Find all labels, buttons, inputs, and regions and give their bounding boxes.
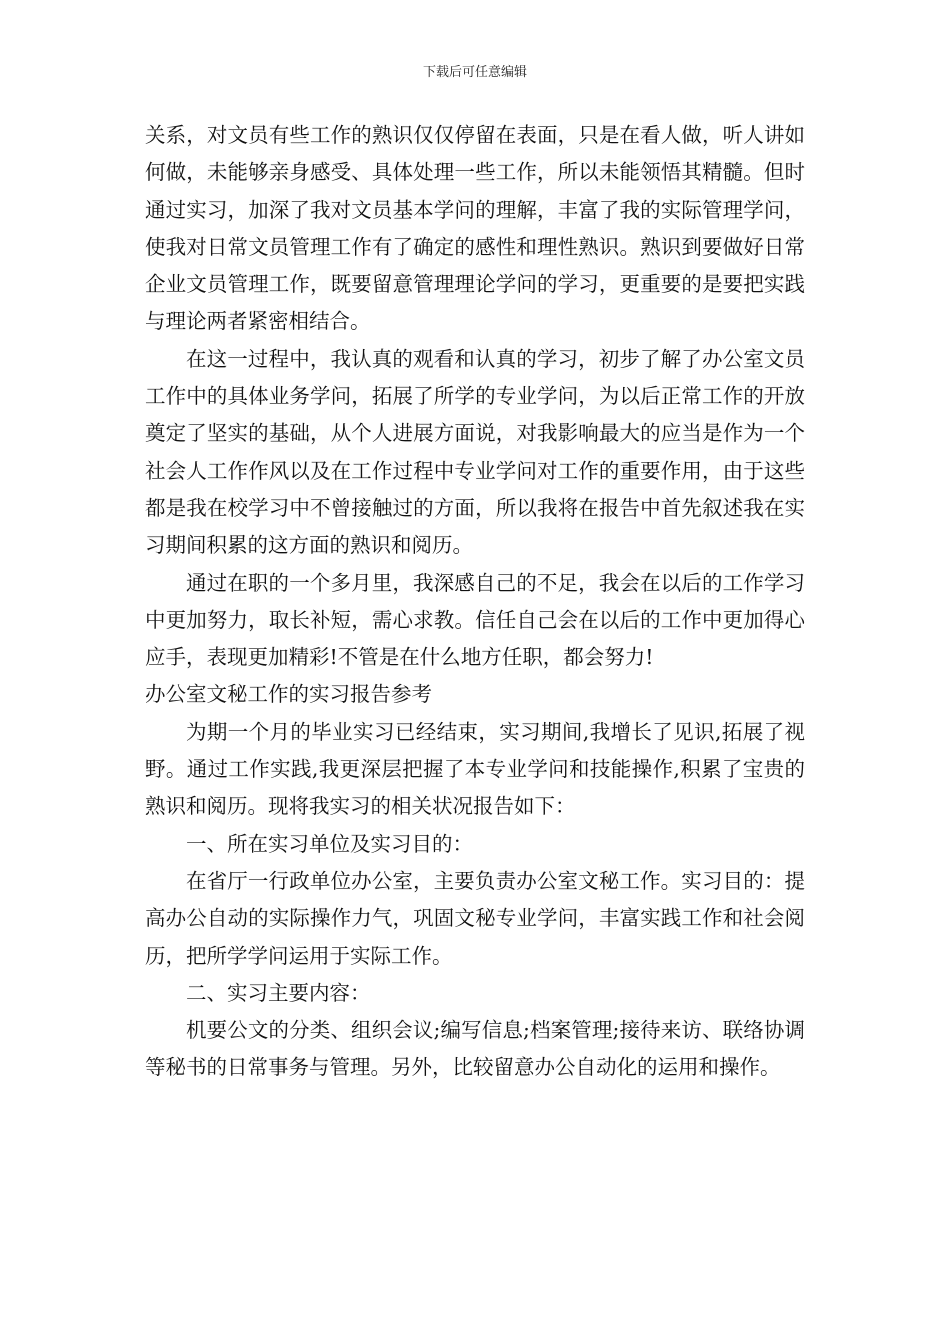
paragraph-intro: 为期一个月的毕业实习已经结束，实习期间,我增长了见识,拓展了视野。通过工作实践,我更深层把握了本专业学问和技能操作,积累了宝贵的熟识和阅历。现将我实习的相关状况报告如下：: [145, 719, 805, 819]
section-title: 办公室文秘工作的实习报告参考: [145, 682, 432, 707]
paragraph-process: 在这一过程中，我认真的观看和认真的学习，初步了解了办公室文员工作中的具体业务学问，拓展了所学的专业学问，为以后正常工作的开放奠定了坚实的基础，从个人进展方面说，对我影响最大的应当是作为一个社会人工作作风以及在工作过程中专业学问对工作的重要作用，由于这些都是我在校学习中不曾接触过的方面，所以我将在报告中首先叙述我在实习期间积累的这方面的熟识和阅历。: [145, 346, 805, 558]
page-header: 下载后可任意编辑: [422, 65, 527, 80]
paragraph-continued: 关系，对文员有些工作的熟识仅仅停留在表面，只是在看人做，听人讲如何做，未能够亲身感受、具体处理一些工作，所以未能领悟其精髓。但时通过实习，加深了我对文员基本学问的理解，丰富了我的实际管理学问，使我对日常文员管理工作有了确定的感性和理性熟识。熟识到要做好日常企业文员管理工作，既要留意管理理论学问的学习，更重要的是要把实践与理论两者紧密相结合。: [145, 123, 805, 334]
heading-main-content: 二、实习主要内容：: [186, 980, 371, 1005]
paragraph-main-content: 机要公文的分类、组织会议;编写信息;档案管理;接待来访、联络协调等秘书的日常事务与管理。另外，比较留意办公自动化的运用和操作。: [145, 1018, 805, 1080]
paragraph-reflection: 通过在职的一个多月里，我深感自己的不足，我会在以后的工作学习中更加努力，取长补短，需心求教。信任自己会在以后的工作中更加得心应手，表现更加精彩!不管是在什么地方任职，都会努力!: [145, 570, 805, 670]
document-body: [145, 117, 805, 1087]
paragraph-internship-unit: 在省厅一行政单位办公室，主要负责办公室文秘工作。实习目的：提高办公自动的实际操作力气，巩固文秘专业学问，丰富实践工作和社会阅历，把所学学问运用于实际工作。: [145, 868, 805, 968]
heading-internship-unit: 一、所在实习单位及实习目的：: [186, 831, 473, 856]
